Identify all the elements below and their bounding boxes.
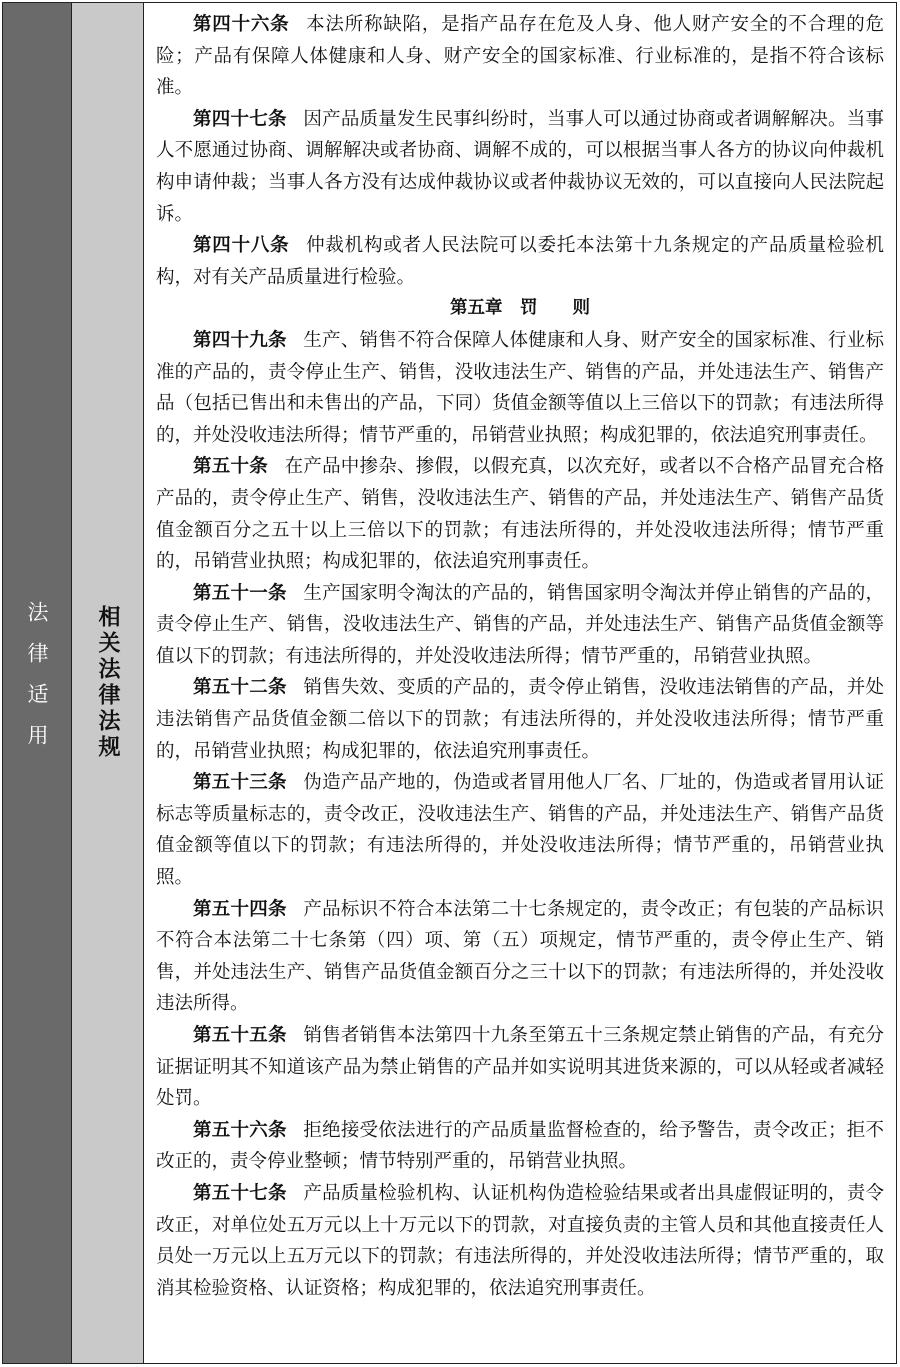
article-number: 第五十二条 [193, 677, 287, 699]
law-content [144, 3, 896, 1363]
subcategory-label: 相关法律法规 [95, 605, 120, 761]
article-paragraph [156, 325, 884, 451]
article-paragraph [156, 672, 884, 767]
article-text: 销售失效、变质的产品的，责令停止销售，没收违法销售的产品，并处违法销售产品货值金额二倍以下的罚款；有违法所得的，并处没收违法所得；情节严重的，吊销营业执照；构成犯罪的，依法追究刑事责任。 [156, 677, 884, 762]
articles-group-top [156, 9, 884, 293]
article-number: 第四十九条 [193, 329, 287, 351]
article-number: 第五十三条 [193, 772, 287, 794]
article-number: 第五十四条 [193, 898, 287, 920]
article-number: 第四十六条 [193, 14, 290, 35]
article-number: 第四十八条 [193, 235, 290, 257]
article-paragraph [156, 894, 884, 1020]
article-text: 仲裁机构或者人民法院可以委托本法第十九条规定的产品质量检验机构，对有关产品质量进行检验。 [156, 235, 884, 288]
article-paragraph [156, 104, 884, 230]
article-text: 产品标识不符合本法第二十七条规定的，责令改正；有包装的产品标识不符合本法第二十七条第（四）项、第（五）项规定，情节严重的，责令停止生产、销售，并处违法生产、销售产品货值金额百分之三十以下的罚款；有违法所得的，并处没收违法所得。 [156, 898, 884, 1015]
article-number: 第五十条 [193, 456, 268, 478]
article-text: 产品质量检验机构、认证机构伪造检验结果或者出具虚假证明的，责令改正，对单位处五万元以上十万元以下的罚款，对直接负责的主管人员和其他直接责任人员处一万元以上五万元以下的罚款；有违法所得的，并处没收违法所得；情节严重的，取消其检验资格、认证资格；构成犯罪的，依法追究刑事责任。 [156, 1182, 884, 1299]
article-paragraph [156, 230, 884, 293]
article-paragraph [156, 1115, 884, 1178]
article-number: 第五十六条 [193, 1119, 287, 1141]
article-paragraph [156, 1020, 884, 1115]
article-text: 拒绝接受依法进行的产品质量监督检查的，给予警告，责令改正；拒不改正的，责令停业整顿；情节特别严重的，吊销营业执照。 [156, 1119, 884, 1173]
article-number: 第五十七条 [193, 1182, 287, 1204]
chapter-title: 第五章 罚 则 [450, 298, 590, 319]
article-text: 在产品中掺杂、掺假，以假充真，以次充好，或者以不合格产品冒充合格产品的，责令停止生产、销售，没收违法生产、销售的产品，并处违法生产、销售产品货值金额百分之五十以上三倍以下的罚款；有违法所得的，并处没收违法所得；情节严重的，吊销营业执照；构成犯罪的，依法追究刑事责任。 [156, 456, 884, 573]
article-text: 销售者销售本法第四十九条至第五十三条规定禁止销售的产品，有充分证据证明其不知道该产品为禁止销售的产品并如实说明其进货来源的，可以从轻或者减轻处罚。 [156, 1025, 884, 1110]
article-text: 生产、销售不符合保障人体健康和人身、财产安全的国家标准、行业标准的产品的，责令停止生产、销售，没收违法生产、销售的产品，并处违法生产、销售产品（包括已售出和未售出的产品，下同）货值金额等值以上三倍以下的罚款；有违法所得的，并处没收违法所得；情节严重的，吊销营业执照；构成犯罪的，依法追究刑事责任。 [156, 329, 884, 446]
article-paragraph [156, 1178, 884, 1304]
article-number: 第五十一条 [193, 582, 287, 604]
article-number: 第四十七条 [193, 108, 287, 130]
article-paragraph [156, 767, 884, 893]
article-text: 因产品质量发生民事纠纷时，当事人可以通过协商或者调解解决。当事人不愿通过协商、调解解决或者协商、调解不成的，可以根据当事人各方的协议向仲裁机构申请仲裁；当事人各方没有达成仲裁协议或者仲裁协议无效的，可以直接向人民法院起诉。 [156, 108, 884, 225]
category-label: 法律适用 [25, 601, 49, 765]
law-table [2, 2, 897, 1364]
article-number: 第五十五条 [193, 1025, 287, 1046]
article-text: 本法所称缺陷，是指产品存在危及人身、他人财产安全的不合理的危险；产品有保障人体健康和人身、财产安全的国家标准、行业标准的，是指不符合该标准。 [156, 14, 884, 99]
article-paragraph [156, 578, 884, 673]
article-text: 生产国家明令淘汰的产品的，销售国家明令淘汰并停止销售的产品的，责令停止生产、销售，没收违法生产、销售的产品，并处违法生产、销售产品货值金额等值以下的罚款；有违法所得的，并处没收违法所得；情节严重的，吊销营业执照。 [156, 582, 884, 667]
subcategory-column [72, 3, 144, 1363]
category-column [3, 3, 72, 1363]
article-paragraph [156, 9, 884, 104]
article-paragraph [156, 451, 884, 577]
article-text: 伪造产品产地的，伪造或者冒用他人厂名、厂址的，伪造或者冒用认证标志等质量标志的，责令改正，没收违法生产、销售的产品，并处违法生产、销售产品货值金额等值以下的罚款；有违法所得的，并处没收违法所得；情节严重的，吊销营业执照。 [156, 772, 884, 889]
articles-group-bottom [156, 325, 884, 1304]
